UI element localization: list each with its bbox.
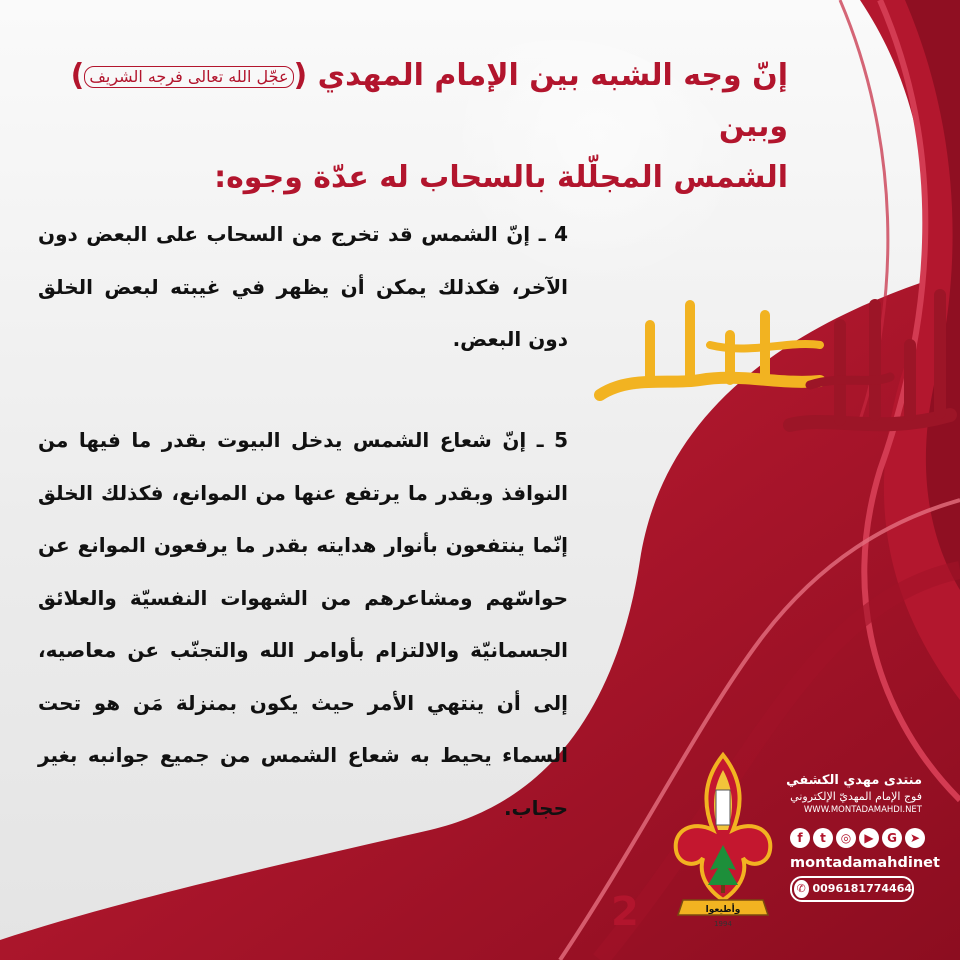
forum-subtitle: فوج الإمام المهديّ الإلكتروني (790, 790, 922, 803)
instagram-icon[interactable]: ◎ (836, 828, 856, 848)
phone-pill[interactable] (790, 876, 914, 902)
forum-name: منتدى مهدي الكشفي (786, 773, 922, 788)
social-icons-row (790, 828, 925, 848)
phone-number: 0096181774464 (812, 882, 912, 895)
scout-emblem (668, 750, 778, 930)
phone-icon: ✆ (794, 880, 809, 898)
emblem-year: 1994 (714, 920, 732, 928)
page-title (48, 50, 788, 203)
telegram-icon[interactable]: ➤ (905, 828, 925, 848)
twitter-icon[interactable]: t (813, 828, 833, 848)
title-line2: الشمس المجلّلة بالسحاب له عدّة وجوه: (214, 160, 788, 195)
honorific-seal: عجّل الله تعالى فرجه الشريف (84, 66, 293, 88)
title-line1-end: ) وبين (70, 58, 788, 144)
google-plus-icon[interactable]: G (882, 828, 902, 848)
emblem-banner-text: وأطيعوا (705, 905, 741, 915)
facebook-icon[interactable]: f (790, 828, 810, 848)
social-handle[interactable]: montadamahdinet (790, 855, 940, 871)
forum-info (772, 772, 922, 817)
page-number: 2 (611, 889, 639, 935)
calligraphy-logo (590, 285, 960, 455)
youtube-icon[interactable]: ▶ (859, 828, 879, 848)
paragraph-4: 4 ـ إنّ الشمس قد تخرج من السحاب على البعض دون الآخر، فكذلك يمكن أن يظهر في غيبته لبعض الخلق دون البعض. (38, 222, 568, 351)
title-line1-start: إنّ وجه الشبه بين الإمام المهدي ( (293, 58, 788, 93)
forum-website[interactable]: WWW.MONTADAMAHDI.NET (803, 805, 922, 815)
paragraph-5: 5 ـ إنّ شعاع الشمس يدخل البيوت بقدر ما فيها من النوافذ وبقدر ما يرتفع عنها من الموانع، فكذلك الخلق إنّما ينتفعون بأنوار هدايته بقدر ما يرفعون الموانع عن حواسّهم ومشاعرهم من الشهوات النفسيّة والعلائق الجسمانيّة والالتزام بأوامر الله والتجنّب عن معاصيه، إلى أن ينتهي الأمر حيث يكون بمنزلة مَن هو تحت السماء يحيط به شعاع الشمس من جميع جوانبه بغير حجاب. (38, 428, 568, 820)
